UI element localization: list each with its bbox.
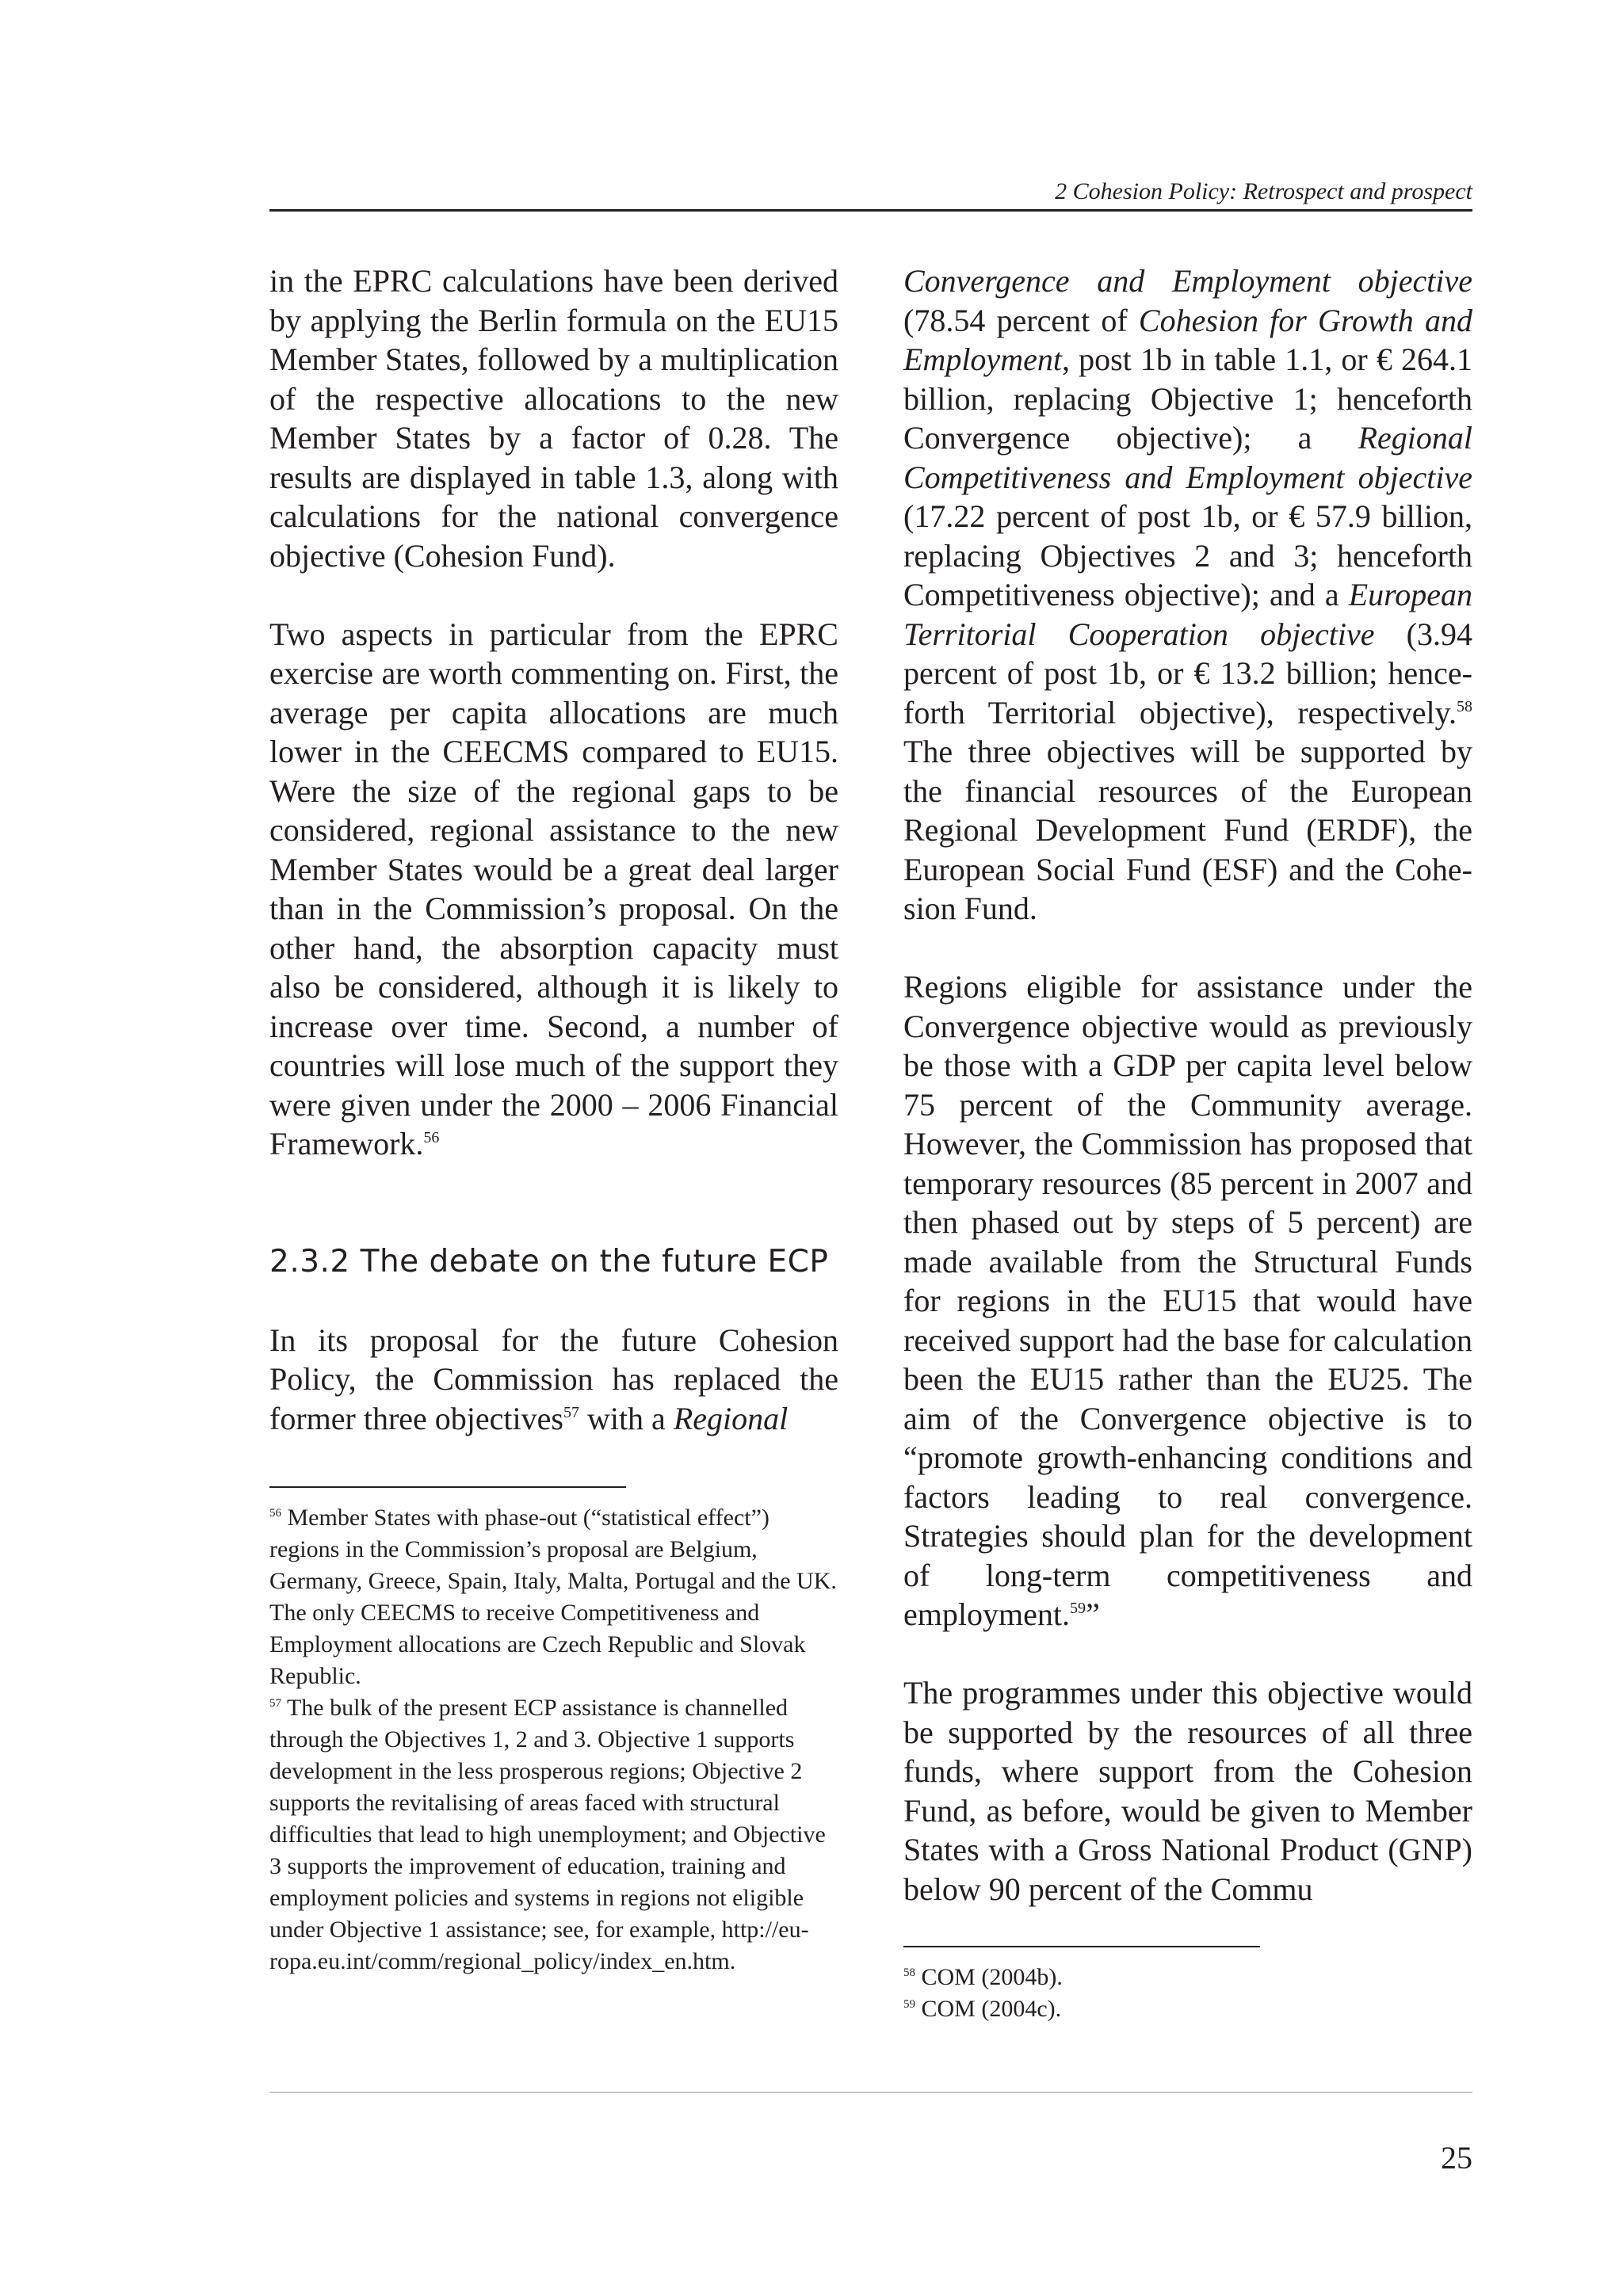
cohesion-growth-term: Cohesion for Growth and Employment [903,302,1472,377]
left-paragraph-2-text: Two aspects in particular from the EPRC exercise are worth commenting on. First, the average per capita allocations are much lower in the CEECMS compared to EU15. Were the size of the regional gaps to be considered, regional assistance to the new Member States would be a great deal larger than in the Commission’s proposal. On the other hand, the absorption capacity must also be considered, although it is likely to increase over time. Second, a number of countries will lose much of the support they were given under the 2000 – 2006 Financial Framework. [269,616,838,1161]
footnote-59-text: COM (2004c). [915,1996,1062,2022]
footnote-57 [269,1692,838,1978]
left-paragraph-3-connector: with a [579,1400,674,1436]
footnote-ref-56: 56 [423,1129,440,1146]
footnote-57-number: 57 [269,1696,281,1710]
left-paragraph-2 [269,615,838,1164]
footnote-ref-58: 58 [1457,697,1472,715]
footnote-59-number: 59 [903,1997,915,2011]
right-column [903,261,1472,1909]
right-paragraph-1-text-4: (3.94 percent of post 1b, or € 13.2 billion; henceforth Territorial objective), respectively. [903,616,1472,730]
header-rule [269,209,1472,212]
territorial-objective-term: European Territorial Cooperation objective [903,577,1472,652]
footer-rule [269,2092,1472,2093]
right-paragraph-1-text-2: , post 1b in table 1.1, or € 264.1 billion, replacing Objective 1; henceforth Convergence objective); a [903,341,1472,456]
right-paragraph-1-text-3: (17.22 percent of post 1b, or € 57.9 billion, replacing Objectives 2 and 3; henceforth Competitiveness objective); and a [903,498,1472,612]
footnote-56-number: 56 [269,1506,281,1520]
footnote-rule-left [269,1486,626,1488]
right-paragraph-1-text-5: The three objectives will be supported by the financial resources of the European Regional Development Fund (ERDF), the European Social Fund (ESF) and the Cohesion Fund. [903,734,1472,926]
footnotes-right [903,1962,1472,2025]
footnote-57-text: The bulk of the present ECP assistance is channelled through the Objectives 1, 2 and 3. Objective 1 supports development in the less prosperous regions; Objective 2 supports the revitalising of areas faced with structural difficulties that lead to high unemployment; and Objective 3 supports the improvement of education, training and employment policies and systems in regions not eligible under Objective 1 assistance; see, for example, http://europa.eu.int/comm/regional_policy/index_en.htm. [269,1695,826,1974]
footnote-56 [269,1502,838,1692]
footnote-58-number: 58 [903,1966,915,1979]
footnotes-left [269,1502,838,1978]
left-column [269,261,838,1438]
competitiveness-objective-term: Regional Competitiveness and Employment objective [903,420,1472,495]
footnote-ref-59: 59 [1069,1600,1086,1617]
right-paragraph-2-text: Regions eligible for assistance under the Convergence objective would as previously be those with a GDP per capita level below 75 percent of the Community average. However, the Commission has proposed that temporary resources (85 percent in 2007 and then phased out by steps of 5 percent) are made available from the Structural Funds for regions in the EU15 that would have received support had the base for calculation been the EU15 rather than the EU25. The aim of the Convergence objective is to “promote growth-enhancing conditions and factors leading to real convergence. Strategies should plan for the development of long-term competitiveness and employment. [903,969,1472,1632]
left-paragraph-1: in the EPRC calculations have been derived by applying the Berlin formula on the EU15 Member States, followed by a multiplication of the respective allocations to the new Member States by a factor of 0.28. The results are displayed in table 1.3, along with calculations for the national convergence objective (Cohesion Fund). [269,263,838,574]
footnote-59 [903,1993,1472,2025]
convergence-objective-term: Convergence and Employment objective [903,263,1472,299]
right-paragraph-1 [903,261,1472,929]
footnote-rule-right [903,1946,1260,1947]
footnote-ref-57: 57 [563,1403,579,1421]
footnote-56-text: Member States with phase-out (“statistical effect”) regions in the Commission’s proposal are Belgium, Germany, Greece, Spain, Italy, Malta, Portugal and the UK. The only CEECMS to receive Competitiveness and Employment allocations are Czech Republic and Slovak Republic. [269,1505,837,1689]
right-paragraph-2-closing-quote: ” [1085,1596,1100,1632]
section-heading: 2.3.2 The debate on the future ECP [269,1243,829,1280]
running-header: 2 Cohesion Policy: Retrospect and prospect [1055,178,1472,204]
left-paragraph-3-italic: Regional [673,1400,789,1436]
left-paragraph-3 [269,1321,838,1439]
right-paragraph-1-text-1: (78.54 percent of [903,302,1139,338]
page-number: 25 [1441,2140,1472,2176]
footnote-58-text: COM (2004b). [915,1964,1063,1990]
footnote-58 [903,1962,1472,1993]
right-paragraph-2 [903,967,1472,1634]
left-paragraph-3-text: In its proposal for the future Cohesion Policy, the Commission has replaced the former three objectives [269,1322,838,1436]
right-paragraph-3: The programmes under this objective would be supported by the resources of all three funds, where support from the Cohesion Fund, as before, would be given to Member States with a Gross National Product (GNP) below 90 percent of the Commu [903,1675,1472,1907]
